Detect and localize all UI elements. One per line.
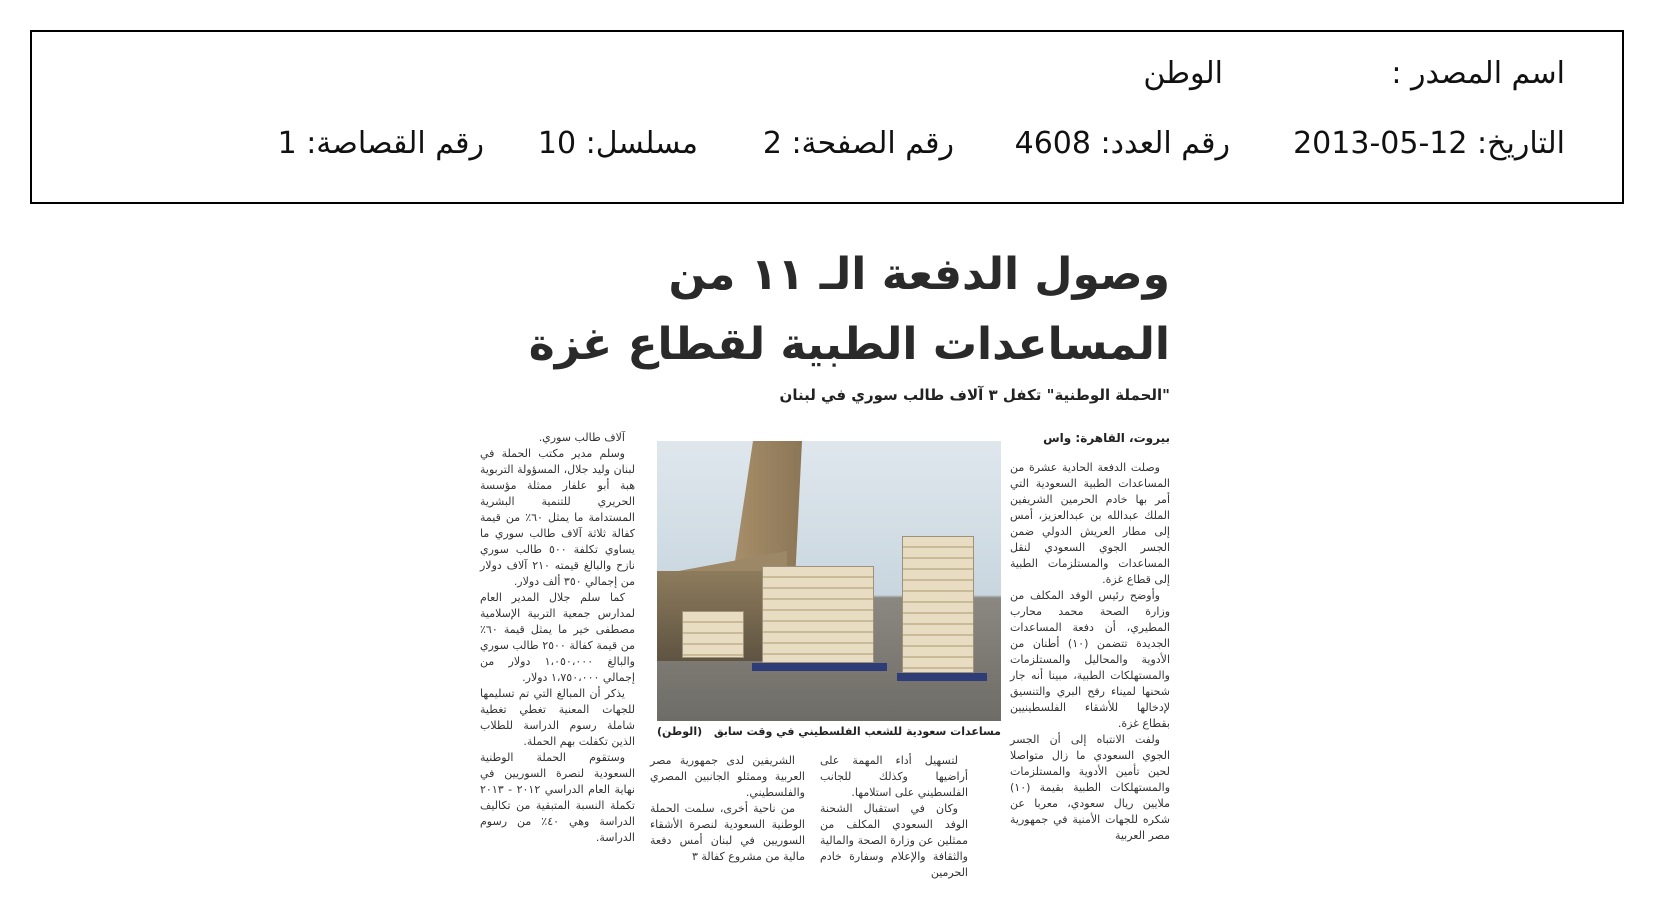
column-bottom-2 — [650, 753, 805, 865]
paragraph: يذكر أن المبالغ التي تم تسليمها للجهات المعنية تغطي تغطية شاملة رسوم الدراسة للطلاب الذين تكفلت بهم الحملة. — [480, 687, 635, 748]
cargo-cart — [752, 663, 887, 671]
paragraph: وستقوم الحملة الوطنية السعودية لنصرة السوريين في نهاية العام الدراسي ٢٠١٢ - ٢٠١٣ تكملة النسبة المتبقية من تكاليف الدراسة وهي ٤٠٪ من رسوم الدراسة. — [480, 751, 635, 844]
clipping-number: رقم القصاصة: 1 — [277, 126, 484, 161]
article-headline: وصول الدفعة الـ ١١ من المساعدات الطبية لقطاع غزة — [528, 249, 1170, 370]
cargo-pallet — [682, 611, 744, 658]
paragraph: لتسهيل أداء المهمة على أراضيها وكذلك للجانب الفلسطيني على استلامها. — [820, 754, 968, 799]
photo-credit: (الوطن) — [657, 725, 703, 738]
source-label: اسم المصدر : — [1391, 56, 1565, 91]
paragraph: وصلت الدفعة الحادية عشرة من المساعدات الطبية السعودية التي أمر بها خادم الحرمين الشريفين الملك عبدالله بن عبدالعزيز، أمس إلى مطار العريش الدولي ضمن الجسر الجوي السعودي لنقل المساعدات والمستلزمات الطبية إلى قطاع غزة. — [1010, 461, 1170, 586]
serial-number: مسلسل: 10 — [537, 126, 698, 161]
photo-caption-row — [657, 725, 1001, 738]
paragraph: آلاف طالب سوري. — [538, 431, 625, 444]
cargo-pallet — [902, 536, 974, 673]
photo-caption: مساعدات سعودية للشعب الفلسطيني في وقت سابق — [713, 725, 1001, 738]
source-value: الوطن — [1143, 56, 1223, 91]
column-left — [480, 430, 635, 846]
paragraph: ولفت الانتباه إلى أن الجسر الجوي السعودي ما زال متواصلا لحين تأمين الأدوية والمستلزمات والمستهلكات الطبية بقيمة (١٠) ملايين ريال سعودي، معربا عن شكره للجهات الأمنية في جمهورية مصر العربية — [1010, 733, 1170, 842]
page-number: رقم الصفحة: 2 — [762, 126, 954, 161]
article-byline: بيروت، القاهرة: واس — [1043, 431, 1170, 445]
paragraph: كما سلم جلال المدير العام لمدارس جمعية التربية الإسلامية مصطفى خير ما يمثل قيمة ٦٠٪ من قيمة كفالة ٢٥٠٠ طالب سوري والبالغ ١،٠٥٠،٠٠٠ دولار من إجمالي ١،٧٥٠،٠٠٠ دولار. — [480, 591, 635, 684]
article-photo — [657, 441, 1001, 721]
paragraph: وكان في استقبال الشحنة الوفد السعودي المكلف من ممثلين عن وزارة الصحة والمالية والثقافة والإعلام وسفارة خادم الحرمين — [820, 802, 968, 879]
cargo-pallet — [762, 566, 874, 663]
newspaper-clipping — [470, 240, 1170, 880]
issue-number: رقم العدد: 4608 — [1014, 126, 1230, 161]
paragraph: من ناحية أخرى، سلمت الحملة الوطنية السعودية لنصرة الأشقاء السوريين في لبنان أمس دفعة مالية من مشروع كفالة ٣ — [650, 802, 805, 863]
article-subhead: "الحملة الوطنية" تكفل ٣ آلاف طالب سوري في لبنان — [779, 386, 1170, 404]
cargo-cart — [897, 673, 987, 681]
paragraph: وسلم مدير مكتب الحملة في لبنان وليد جلال، المسؤولة التربوية هبة أبو علفار ممثلة مؤسسة الحريري للتنمية البشرية المستدامة ما يمثل ٦٠٪ من قيمة كفالة ثلاثة آلاف طالب سوري ما يساوي تكلفة ٥٠٠ طالب سوري نازح والبالغ قيمته ٢١٠ آلاف دولار من إجمالي ٣٥٠ ألف دولار. — [480, 447, 635, 588]
column-right — [1010, 460, 1170, 844]
date-field: التاريخ: 12-05-2013 — [1293, 126, 1565, 161]
column-bottom-1 — [820, 753, 968, 881]
clipping-metadata-box — [30, 30, 1624, 204]
paragraph: وأوضح رئيس الوفد المكلف من وزارة الصحة محمد محارب المطيري، أن دفعة المساعدات الجديدة تتضمن (١٠) أطنان من الأدوية والمحاليل والمستلزمات والمستهلكات الطبية، مبينا أنه جار شحنها لميناء رفح البري والتنسيق لإدخالها للأشقاء الفلسطينيين بقطاع غزة. — [1010, 589, 1170, 730]
paragraph: الشريفين لدى جمهورية مصر العربية وممثلو الجانبين المصري والفلسطيني. — [650, 754, 805, 799]
